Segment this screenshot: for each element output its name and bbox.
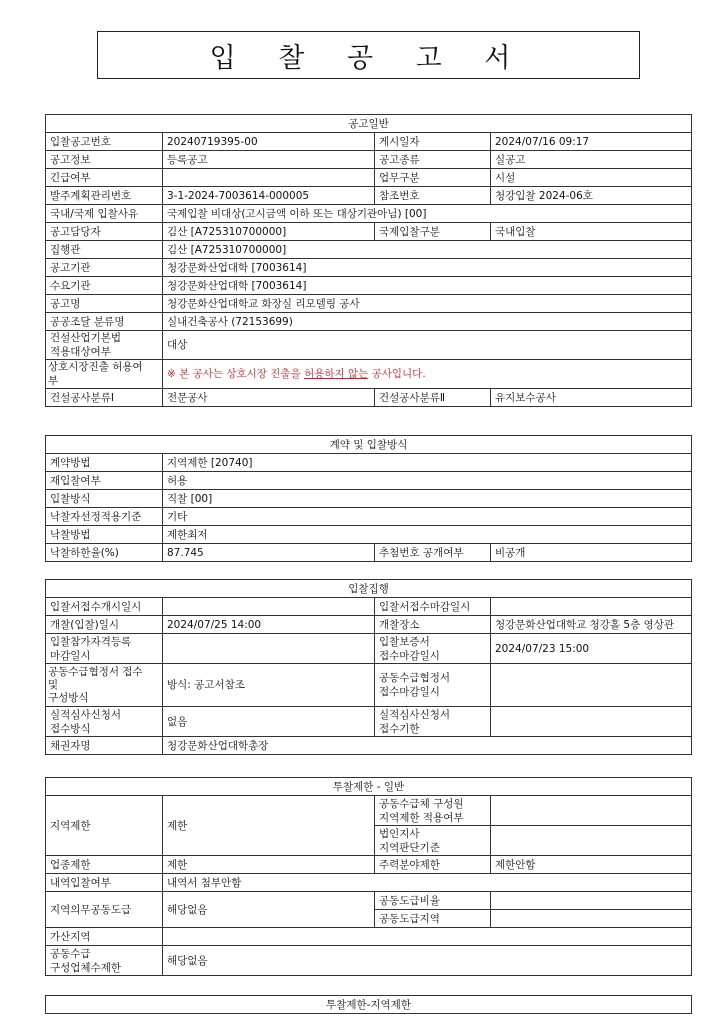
field-label: 건설공사분류Ⅱ [375, 389, 491, 407]
notice-agency: 청강문화산업대학 [7003614] [163, 259, 692, 277]
lottery-disclosure: 비공개 [491, 544, 692, 562]
receipt-end [491, 598, 692, 616]
notice-name: 청강문화산업대학교 화장실 리모델링 공사 [163, 295, 692, 313]
field-label: 공동수급체 구성원 지역제한 적용여부 [375, 796, 491, 826]
joint-ratio [491, 892, 692, 910]
page-title: 입 찰 공 고 서 [97, 31, 640, 79]
branch-criteria [491, 826, 692, 856]
field-label: 발주계획관리번호 [46, 187, 163, 205]
joint-area [491, 910, 692, 928]
field-label: 입찰공고번호 [46, 133, 163, 151]
additional-region [163, 928, 692, 946]
qualification-deadline [163, 634, 375, 664]
field-label: 지역제한 [46, 796, 163, 856]
notice-info: 등록공고 [163, 151, 375, 169]
procurement-category: 실내건축공사 (72153699) [163, 313, 692, 331]
field-label: 입찰참가자격등록 마감일시 [46, 634, 163, 664]
field-label: 공동수급협정서 접수 및 구성방식 [46, 664, 163, 707]
mutual-market-notice: ※ 본 공사는 상호시장 진출을 허용하지 않는 공사입니다. [163, 360, 692, 389]
industry-restriction: 제한 [163, 856, 375, 874]
notice-type: 실공고 [491, 151, 692, 169]
field-label: 공고종류 [375, 151, 491, 169]
award-method: 제한최저 [163, 526, 692, 544]
field-label: 공공조달 분류명 [46, 313, 163, 331]
field-label: 건설산업기본법 적용대상여부 [46, 331, 163, 360]
field-label: 낙찰하한율(%) [46, 544, 163, 562]
construction-law-target: 대상 [163, 331, 692, 360]
bid-number: 20240719395-00 [163, 133, 375, 151]
rebid-allowed: 허용 [163, 472, 692, 490]
joint-agreement-method: 방식: 공고서참조 [163, 664, 375, 707]
general-section [45, 114, 692, 407]
construction-class-2: 유지보수공사 [491, 389, 692, 407]
section-header: 계약 및 입찰방식 [46, 436, 692, 454]
field-label: 계약방법 [46, 454, 163, 472]
field-label: 수요기관 [46, 277, 163, 295]
contract-section [45, 435, 692, 562]
field-label: 가산지역 [46, 928, 163, 946]
detail-bid: 내역서 첨부안함 [163, 874, 692, 892]
region-restriction-section [45, 995, 692, 1014]
field-label: 공동도급비율 [375, 892, 491, 910]
field-label: 내역입찰여부 [46, 874, 163, 892]
field-label: 공동수급협정서 접수마감일시 [375, 664, 491, 707]
field-label: 낙찰방법 [46, 526, 163, 544]
field-label: 긴급여부 [46, 169, 163, 187]
field-label: 건설공사분류Ⅰ [46, 389, 163, 407]
notice-manager: 김산 [A725310700000] [163, 223, 375, 241]
reference-number: 청강입찰 2024-06호 [491, 187, 692, 205]
field-label: 공고담당자 [46, 223, 163, 241]
field-label: 공고명 [46, 295, 163, 313]
opening-place: 청강문화산업대학교 청강홀 5층 영상관 [491, 616, 692, 634]
field-label: 채권자명 [46, 737, 163, 755]
regional-joint-contract: 해당없음 [163, 892, 375, 928]
performance-review-deadline [491, 707, 692, 737]
post-date: 2024/07/16 09:17 [491, 133, 692, 151]
field-label: 공동수급 구성업체수제한 [46, 946, 163, 976]
award-criteria: 기타 [163, 508, 692, 526]
field-label: 업종제한 [46, 856, 163, 874]
joint-region-applied [491, 796, 692, 826]
section-header: 투찰제한-지역제한 [46, 996, 692, 1014]
performance-review-method: 없음 [163, 707, 375, 737]
field-label: 실적심사신청서 접수방식 [46, 707, 163, 737]
field-label: 공동도급지역 [375, 910, 491, 928]
intl-bid-type: 국내입찰 [491, 223, 692, 241]
bond-deadline: 2024/07/23 15:00 [491, 634, 692, 664]
section-header: 공고일반 [46, 115, 692, 133]
field-label: 업무구분 [375, 169, 491, 187]
field-label: 국내/국제 입찰사유 [46, 205, 163, 223]
field-label: 개찰(입찰)일시 [46, 616, 163, 634]
field-label: 실적심사신청서 접수기한 [375, 707, 491, 737]
field-label: 참조번호 [375, 187, 491, 205]
section-header: 투찰제한 - 일반 [46, 778, 692, 796]
receipt-start [163, 598, 375, 616]
field-label: 주력분야제한 [375, 856, 491, 874]
opening-datetime: 2024/07/25 14:00 [163, 616, 375, 634]
field-label: 입찰방식 [46, 490, 163, 508]
field-label: 공고정보 [46, 151, 163, 169]
field-label: 게시일자 [375, 133, 491, 151]
field-label: 법인지사 지역판단기준 [375, 826, 491, 856]
order-plan-number: 3-1-2024-7003614-000005 [163, 187, 375, 205]
main-field-restriction: 제한안함 [491, 856, 692, 874]
work-type: 시설 [491, 169, 692, 187]
field-label: 공고기관 [46, 259, 163, 277]
urgent-value [163, 169, 375, 187]
region-restriction: 제한 [163, 796, 375, 856]
intl-bid-reason: 국제입찰 비대상(고시금액 이하 또는 대상기관아님) [00] [163, 205, 692, 223]
construction-class-1: 전문공사 [163, 389, 375, 407]
field-label: 지역의무공동도급 [46, 892, 163, 928]
field-label: 상호시장진출 허용여 부 [46, 360, 163, 389]
field-label: 입찰보증서 접수마감일시 [375, 634, 491, 664]
field-label: 개찰장소 [375, 616, 491, 634]
field-label: 집행관 [46, 241, 163, 259]
section-header: 입찰집행 [46, 580, 692, 598]
field-label: 낙찰자선정적용기준 [46, 508, 163, 526]
joint-agreement-deadline [491, 664, 692, 707]
execution-section [45, 579, 692, 755]
joint-company-count: 해당없음 [163, 946, 692, 976]
executor: 김산 [A725310700000] [163, 241, 692, 259]
field-label: 입찰서접수개시일시 [46, 598, 163, 616]
field-label: 재입찰여부 [46, 472, 163, 490]
contract-method: 지역제한 [20740] [163, 454, 692, 472]
lower-limit-rate: 87.745 [163, 544, 375, 562]
bid-method: 직찰 [00] [163, 490, 692, 508]
creditor-name: 청강문화산업대학총장 [163, 737, 692, 755]
demand-agency: 청강문화산업대학 [7003614] [163, 277, 692, 295]
restriction-section [45, 777, 692, 976]
field-label: 추첨번호 공개여부 [375, 544, 491, 562]
field-label: 입찰서접수마감일시 [375, 598, 491, 616]
field-label: 국제입찰구분 [375, 223, 491, 241]
